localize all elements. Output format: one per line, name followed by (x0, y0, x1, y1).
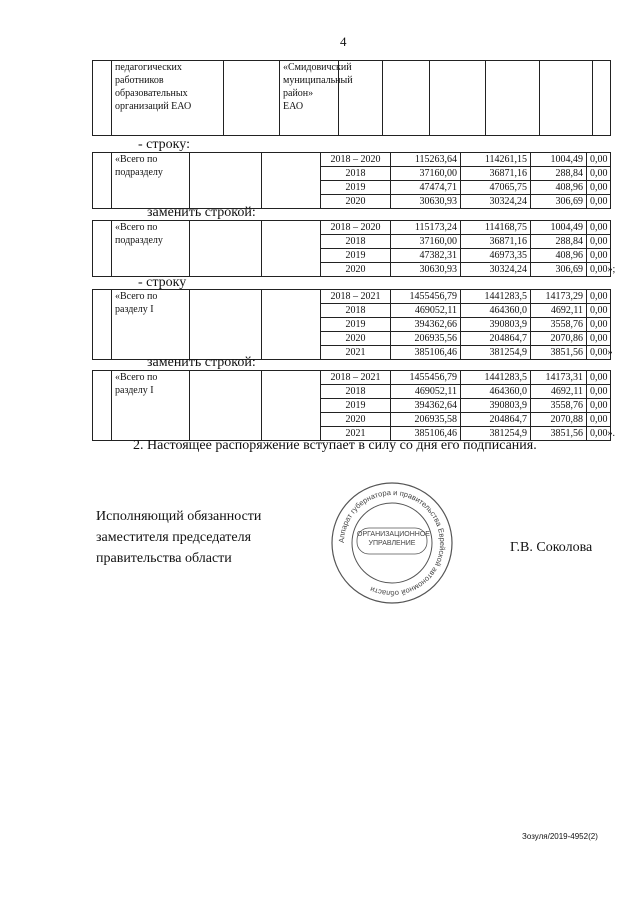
table-cell: 0,00». (587, 427, 611, 441)
table-cell: 14173,29 (531, 290, 587, 304)
table-cell: 115263,64 (391, 153, 461, 167)
table-cell: 408,96 (531, 249, 587, 263)
table-cell: 30630,93 (391, 263, 461, 277)
table-cell: 36871,16 (461, 235, 531, 249)
top-table (92, 60, 611, 136)
paragraph-effective: 2. Настоящее распоряжение вступает в силу со дня его подписания. (133, 438, 537, 453)
table-cell: 114168,75 (461, 221, 531, 235)
table-cell: 2018 – 2021 (321, 290, 391, 304)
block-1-table (92, 152, 611, 209)
table-cell: 204864,7 (461, 413, 531, 427)
district-cell: «Смидовичский муниципальный район» ЕАО (280, 61, 339, 136)
table-cell: 385106,46 (391, 346, 461, 360)
label-zamenit-2: заменить строкой: (147, 355, 256, 370)
block-3-table (92, 289, 611, 360)
table-cell: 394362,66 (391, 318, 461, 332)
block-4-name: «Всего по разделу I (112, 371, 190, 441)
footer-code: Зозуля/2019-4952(2) (522, 832, 598, 841)
table-cell: 408,96 (531, 181, 587, 195)
table-cell: 2018 – 2021 (321, 371, 391, 385)
table-cell: 2020 (321, 263, 391, 277)
table-cell: 2018 – 2020 (321, 221, 391, 235)
table-cell: 3558,76 (531, 399, 587, 413)
table-cell: 2020 (321, 413, 391, 427)
table-cell: 47382,31 (391, 249, 461, 263)
table-cell: 2018 – 2020 (321, 153, 391, 167)
table-cell: 2018 (321, 235, 391, 249)
table-cell: 2019 (321, 181, 391, 195)
table-cell: 4692,11 (531, 304, 587, 318)
stamp-center-text: ОРГАНИЗАЦИОННОЕ УПРАВЛЕНИЕ (357, 531, 430, 547)
stamp-ring-text: Аппарат губернатора и правительства Еврейской автономной области (336, 487, 448, 599)
table-cell: 0,00 (587, 153, 611, 167)
table-cell: 0,00 (587, 195, 611, 209)
table-cell: 0,00»; (587, 263, 611, 277)
table-cell: 2021 (321, 427, 391, 441)
table-cell: 37160,00 (391, 167, 461, 181)
table-cell: 2018 (321, 385, 391, 399)
table-cell: 0,00 (587, 385, 611, 399)
table-cell: 30630,93 (391, 195, 461, 209)
table-cell: 381254,9 (461, 346, 531, 360)
table-cell: 2018 (321, 167, 391, 181)
table-cell: 2020 (321, 195, 391, 209)
table-cell: 288,84 (531, 235, 587, 249)
signature-line-2: заместителя председателя (96, 530, 252, 545)
table-cell: 2019 (321, 318, 391, 332)
table-cell: 0,00 (587, 413, 611, 427)
table-cell: 469052,11 (391, 385, 461, 399)
signature-block (96, 506, 261, 569)
table-cell: 306,69 (531, 195, 587, 209)
table-cell: 394362,64 (391, 399, 461, 413)
table-cell: 1441283,5 (461, 371, 531, 385)
block-3-name: «Всего по разделу I (112, 290, 190, 360)
table-cell: 0,00 (587, 167, 611, 181)
table-cell: 464360,0 (461, 385, 531, 399)
table-cell: 204864,7 (461, 332, 531, 346)
table-cell: 0,00 (587, 290, 611, 304)
table-cell: 288,84 (531, 167, 587, 181)
table-cell: 37160,00 (391, 235, 461, 249)
table-cell: 0,00 (587, 221, 611, 235)
table-cell: 2070,86 (531, 332, 587, 346)
table-cell: 2018 (321, 304, 391, 318)
table-cell: 1455456,79 (391, 290, 461, 304)
table-cell: 464360,0 (461, 304, 531, 318)
table-cell: 390803,9 (461, 318, 531, 332)
official-stamp (327, 478, 457, 608)
table-cell: 0,00 (587, 371, 611, 385)
table-cell: 3558,76 (531, 318, 587, 332)
table-cell: 306,69 (531, 263, 587, 277)
signature-line-1: Исполняющий обязанности (96, 509, 262, 524)
table-cell: 0,00 (587, 235, 611, 249)
table-cell: 0,00 (587, 249, 611, 263)
table-cell: 2020 (321, 332, 391, 346)
table-cell: 47474,71 (391, 181, 461, 195)
label-stroku-2: - строку (138, 275, 187, 290)
block-2-name: «Всего по подразделу (112, 221, 190, 277)
table-cell: 3851,56 (531, 427, 587, 441)
table-cell: 1455456,79 (391, 371, 461, 385)
table-cell: 385106,46 (391, 427, 461, 441)
table-cell: 1004,49 (531, 153, 587, 167)
table-cell: 1441283,5 (461, 290, 531, 304)
table-cell: 206935,58 (391, 413, 461, 427)
table-cell: 14173,31 (531, 371, 587, 385)
table-cell: 0,00» (587, 346, 611, 360)
table-cell: 469052,11 (391, 304, 461, 318)
table-cell: 0,00 (587, 332, 611, 346)
table-cell: 36871,16 (461, 167, 531, 181)
table-cell: 0,00 (587, 304, 611, 318)
label-stroku-1: - строку: (138, 137, 190, 152)
table-cell: 30324,24 (461, 195, 531, 209)
table-cell: 47065,75 (461, 181, 531, 195)
page-number: 4 (340, 34, 347, 49)
table-cell: 0,00 (587, 318, 611, 332)
table-cell: 30324,24 (461, 263, 531, 277)
block-2-table (92, 220, 616, 277)
table-cell: 2019 (321, 399, 391, 413)
table-cell: 3851,56 (531, 346, 587, 360)
label-zamenit-1: заменить строкой: (147, 205, 256, 220)
table-cell: 381254,9 (461, 427, 531, 441)
table-cell: 2021 (321, 346, 391, 360)
table-cell: 114261,15 (461, 153, 531, 167)
table-cell: 1004,49 (531, 221, 587, 235)
table-cell: 2019 (321, 249, 391, 263)
signature-line-3: правительства области (96, 551, 232, 566)
org-cell: педагогических работников образовательных организаций ЕАО (112, 61, 224, 136)
block-1-name: «Всего по подразделу (112, 153, 190, 209)
signatory-name: Г.В. Соколова (510, 540, 593, 555)
table-cell: 390803,9 (461, 399, 531, 413)
table-cell: 0,00 (587, 399, 611, 413)
table-cell: 4692,11 (531, 385, 587, 399)
table-cell: 206935,56 (391, 332, 461, 346)
block-4-table (92, 370, 615, 441)
table-cell: 0,00 (587, 181, 611, 195)
table-cell: 115173,24 (391, 221, 461, 235)
table-cell: 46973,35 (461, 249, 531, 263)
table-cell: 2070,88 (531, 413, 587, 427)
